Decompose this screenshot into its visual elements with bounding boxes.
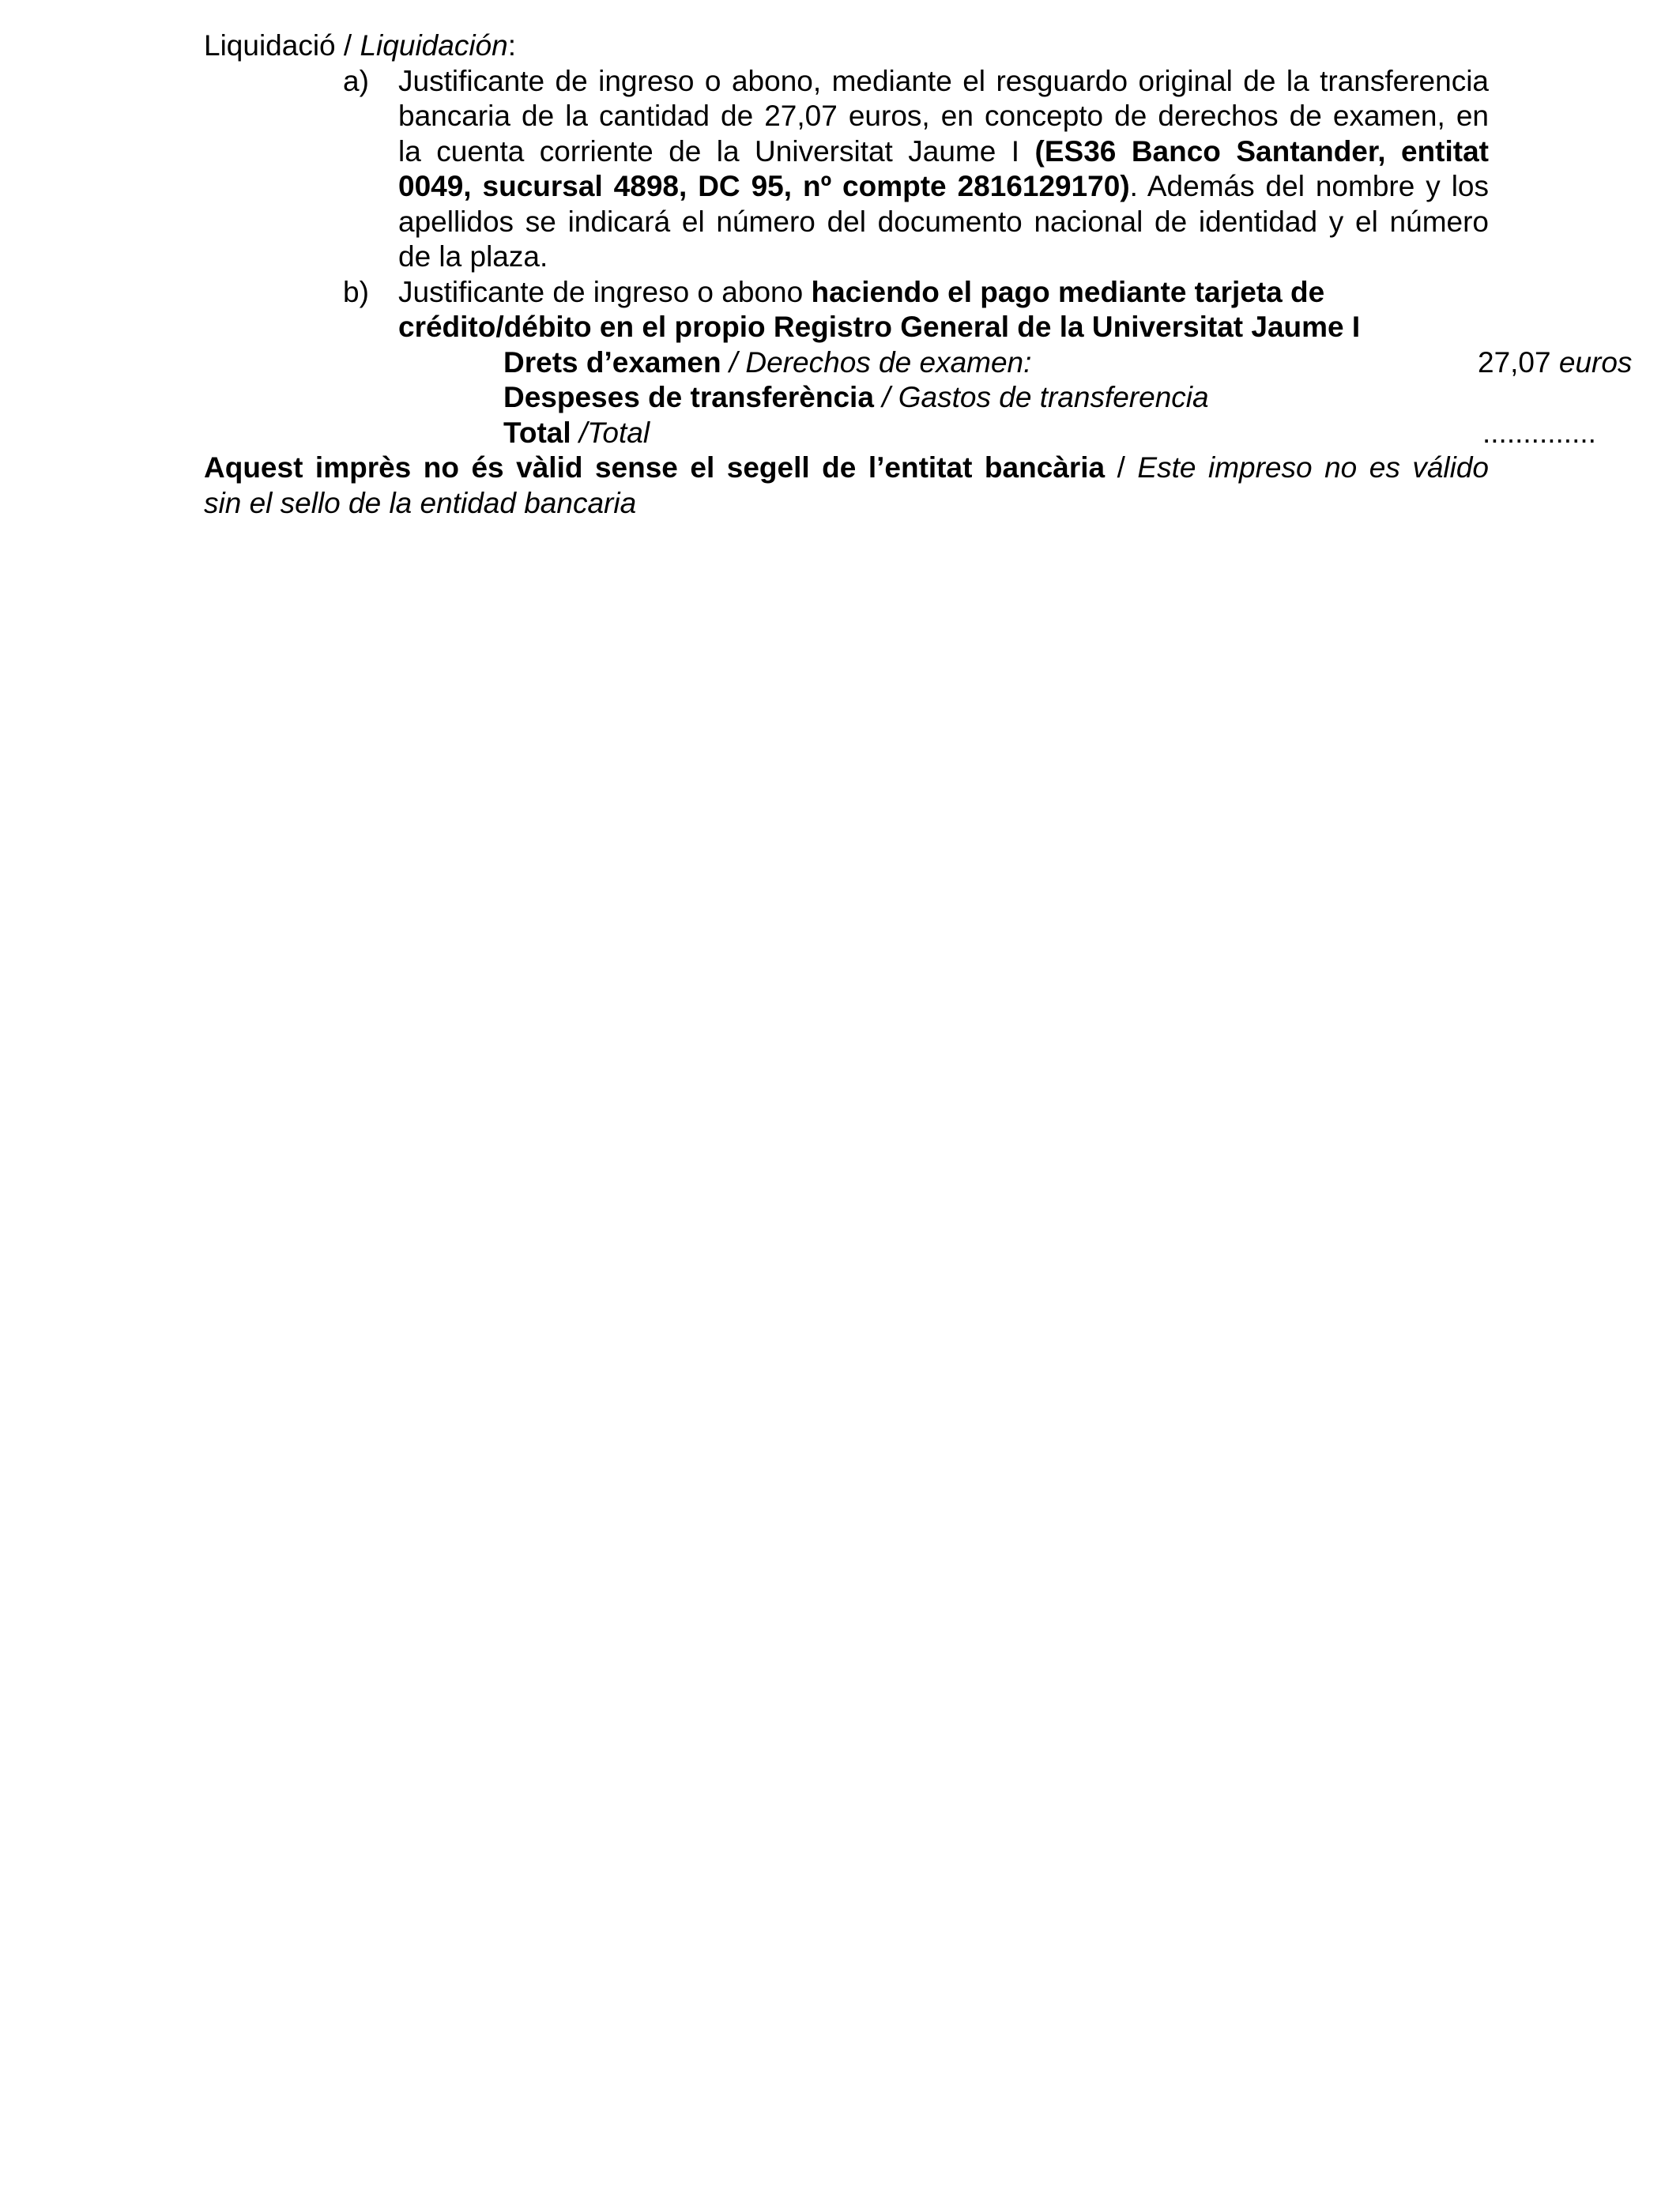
fee-row-transfer [503, 380, 1483, 416]
liquidation-heading [204, 28, 1489, 64]
heading-colon: : [507, 29, 516, 62]
fee-label-ca: Drets d’examen [503, 345, 721, 379]
heading-label-es: Liquidación [360, 29, 508, 62]
fee-label-es: Derechos de examen: [745, 345, 1032, 379]
fee-amount [1478, 345, 1632, 381]
heading-separator: / [335, 29, 360, 62]
fee-row-exam [503, 345, 1633, 381]
fee-separator: / [721, 345, 746, 379]
total-amount-blank: .............. [1482, 416, 1596, 449]
list-marker-b: b) [343, 275, 369, 308]
item-a-line-4-text: . Además del nombre y los [1129, 170, 1490, 202]
item-b-line-1-bold: haciendo el pago mediante tarjeta de [811, 275, 1325, 308]
bank-account-part-1: (ES36 Banco Santander, entitat [1034, 134, 1489, 168]
item-a-line-2: bancaria de la cantidad de 27,07 euros, en concepto de derechos de examen, en [398, 100, 1489, 132]
heading-label-ca: Liquidació [204, 29, 336, 62]
list-marker-a: a) [343, 64, 369, 97]
item-a-line-5: apellidos se indicará el número del documento nacional de identidad y el número [398, 205, 1489, 238]
item-a-line-6: de la plaza. [398, 240, 548, 273]
fee-row-total [503, 416, 1596, 451]
validity-notice [204, 450, 1489, 521]
fee-label-ca: Total [503, 416, 571, 449]
item-b-line-2-bold: crédito/débito en el propio Registro General de la Universitat Jaume I [398, 311, 1361, 343]
notice-italic-es-2: sin el sello de la entidad bancaria [204, 486, 637, 519]
fee-separator: / [873, 381, 898, 413]
item-a-line-4 [398, 169, 1489, 205]
notice-separator: / [1105, 451, 1138, 484]
item-a-line-3 [398, 134, 1489, 170]
fee-separator: / [571, 416, 588, 449]
document-page [204, 28, 1633, 521]
item-a-line-1: Justificante de ingreso o abono, mediante el resguardo original de la transferencia [398, 64, 1489, 97]
fee-amount-value: 27,07 [1478, 345, 1551, 379]
notice-line-1 [204, 450, 1489, 486]
notice-line-2 [204, 486, 1489, 522]
bank-account-part-2: 0049, sucursal 4898, DC 95, nº compte 2816129170) [398, 170, 1130, 202]
item-b-line-1 [398, 275, 1489, 311]
list-item-a [204, 64, 1489, 275]
item-a-line-3-text: la cuenta corriente de la Universitat Jaume I [398, 134, 1035, 168]
notice-bold-ca: Aquest imprès no és vàlid sense el segell de l’entitat bancària [204, 451, 1106, 484]
fee-breakdown [204, 345, 1633, 451]
notice-italic-es-1: Este impreso no es válido [1137, 451, 1490, 484]
item-b-line-2 [398, 310, 1489, 345]
fee-label-ca: Despeses de transferència [503, 381, 874, 413]
fee-label-es: Total [587, 416, 650, 449]
fee-label-es: Gastos de transferencia [898, 381, 1209, 413]
item-b-line-1-text: Justificante de ingreso o abono [398, 275, 812, 308]
fee-amount-unit: euros [1558, 345, 1633, 379]
list-item-b [204, 275, 1489, 345]
